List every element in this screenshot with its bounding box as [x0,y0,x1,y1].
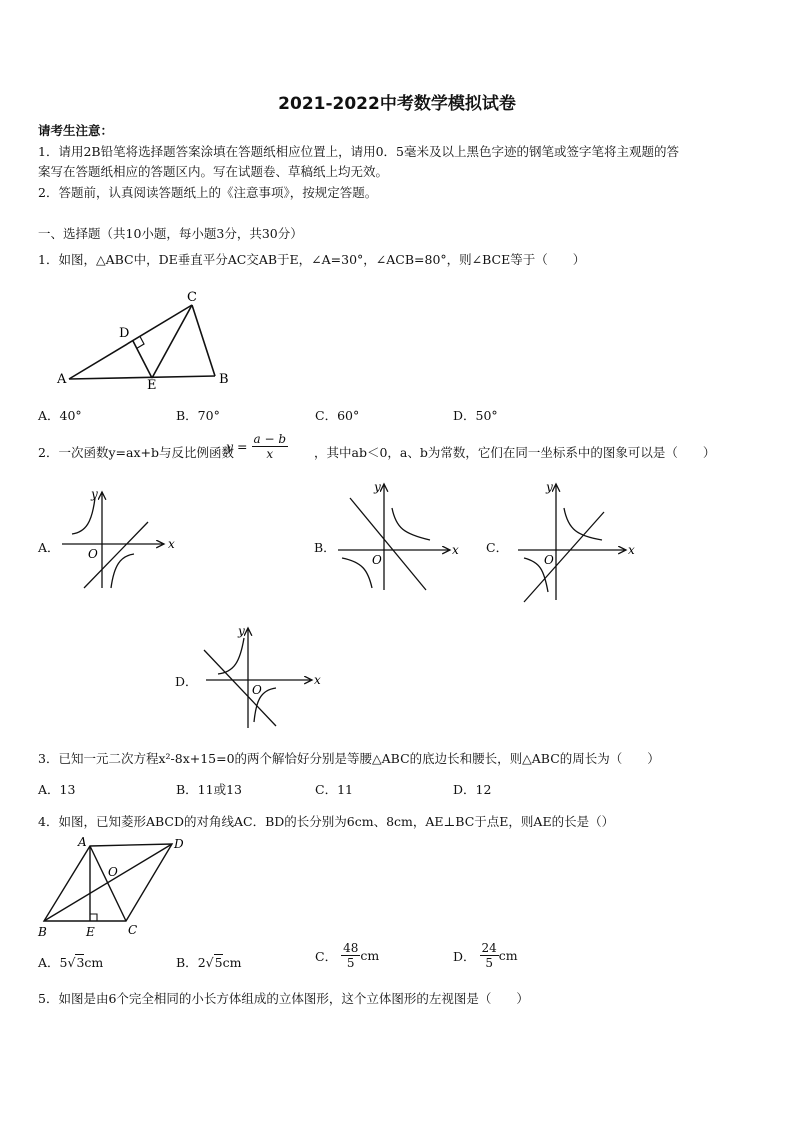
question-4-option-d [453,941,518,970]
fraction [341,941,360,970]
notice-line-1b: 案写在答题纸相应的答题区内。写在试题卷、草稿纸上均无效。 [38,164,389,179]
fraction [480,941,499,970]
option-label: C． [315,948,338,964]
question-3-option-d: D．12 [453,782,492,797]
unit: cm [498,948,518,963]
question-4-option-a [38,953,103,971]
question-2-option-c-label: C． [486,540,509,555]
question-1-option-d: D．50° [453,408,498,423]
y-axis-label: y [374,480,381,494]
question-1-stem: 1．如图，△ABC中，DE垂直平分AC交AB于E，∠A=30°，∠ACB=80°，则∠BCE等于（ ） [38,252,586,267]
y-axis-label: y [91,487,98,501]
question-2-stem-part-2: ，其中ab＜0，a、b为常数，它们在同一坐标系中的图象可以是（ ） [314,445,716,460]
vertex-a-label: A [78,835,87,849]
y-axis-label: y [238,624,245,638]
question-4-option-b [176,953,241,971]
question-1-triangle-figure [55,285,245,390]
page-title: 2021-2022中考数学模拟试卷 [278,94,516,114]
question-1-option-c: C．60° [315,408,360,423]
formula-lhs: y = [226,439,248,454]
option-label: A． [38,955,60,970]
notice-line-1a: 1．请用2B铅笔将选择题答案涂填在答题纸相应位置上，请用0．5毫米及以上黑色字迹的钢笔或签字笔将主观题的答 [38,144,679,159]
fraction-denominator: 5 [485,956,493,970]
question-1-option-a: A．40° [38,408,82,423]
radical-sign: √ [67,954,76,970]
question-2-graph-a [58,484,178,594]
question-4-rhombus-figure [34,832,194,940]
option-label: D． [453,948,476,964]
fraction-numerator: a − b [253,432,287,446]
question-2-graph-c [510,478,640,603]
radicand: 5 [214,955,223,970]
fraction-denominator: 5 [346,956,355,970]
origin-label: O [252,683,262,697]
question-2-option-d-label: D． [175,674,198,689]
x-axis-label: x [628,543,635,557]
fraction-denominator: x [266,447,274,461]
question-2-graph-d [200,622,330,732]
formula-fraction [252,432,289,461]
x-axis-label: x [168,537,175,551]
option-label: B． [176,955,198,970]
question-3-option-c: C．11 [315,782,353,797]
coefficient: 5 [59,954,68,970]
question-3-option-b: B．11或13 [176,782,242,797]
question-4-stem: 4．如图，已知菱形ABCD的对角线AC．BD的长分别为6cm、8cm，AE⊥BC于点E，则AE的长是（） [38,814,615,829]
question-2-option-a-label: A． [38,540,60,555]
question-4-option-c [315,941,379,970]
question-2-option-b-label: B． [314,540,336,555]
question-5-stem: 5．如图是由6个完全相同的小长方体组成的立体图形，这个立体图形的左视图是（ ） [38,991,529,1006]
x-axis-label: x [314,673,321,687]
fraction-numerator: 48 [343,941,359,955]
notice-line-2: 2．答题前，认真阅读答题纸上的《注意事项》，按规定答题。 [38,185,378,200]
unit: cm [84,954,104,970]
question-2-formula [226,432,288,461]
question-3-option-a: A．13 [38,782,76,797]
unit: cm [360,948,380,963]
origin-label: O [88,547,98,561]
vertex-b-label: B [219,372,229,387]
origin-label: O [544,553,554,567]
vertex-c-label: C [187,290,197,305]
vertex-b-label: B [38,925,47,939]
fraction-numerator: 24 [481,941,497,955]
question-1-option-b: B．70° [176,408,220,423]
y-axis-label: y [546,480,553,494]
vertex-e-label: E [147,378,157,390]
notice-heading: 请考生注意： [38,123,114,138]
origin-label: O [372,553,382,567]
vertex-d-label: D [174,837,184,851]
question-3-stem: 3．已知一元二次方程x²-8x+15=0的两个解恰好分别是等腰△ABC的底边长和腰长，则△ABC的周长为（ ） [38,751,660,766]
radical-sign: √ [205,954,214,970]
x-axis-label: x [452,543,459,557]
unit: cm [222,954,242,970]
coefficient: 2 [197,954,206,970]
vertex-a-label: A [57,372,67,387]
radicand: 3 [76,955,85,970]
question-2-graph-b [334,478,464,593]
vertex-e-label: E [86,925,95,939]
vertex-d-label: D [119,326,130,341]
question-2-stem-part-1: 2．一次函数y=ax+b与反比例函数 [38,445,234,460]
vertex-c-label: C [128,923,138,937]
center-o-label: O [108,865,118,879]
section-heading: 一、选择题（共10小题，每小题3分，共30分） [38,226,303,241]
